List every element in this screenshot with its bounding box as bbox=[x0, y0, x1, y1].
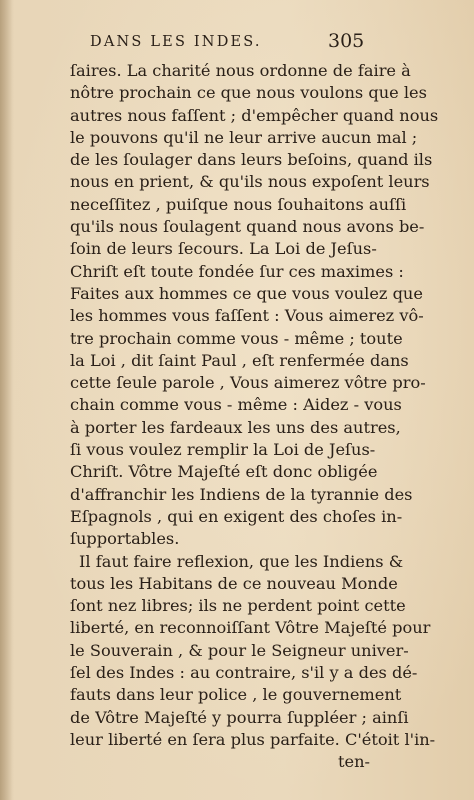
text-line: ſel des Indes : au contraire, s'il y a des dé- bbox=[70, 663, 418, 683]
text-line: ſi vous voulez remplir la Loi de Jeſus- bbox=[70, 440, 376, 460]
header-rule bbox=[58, 58, 368, 59]
text-line: chain comme vous - même : Aidez - vous bbox=[70, 395, 402, 415]
text-line: de les ſoulager dans leurs beſoins, quand ils bbox=[70, 150, 433, 170]
text-line: Chriſt. Vôtre Majeſté eſt donc obligée bbox=[70, 462, 378, 482]
catchword: ten- bbox=[338, 752, 370, 772]
text-line: ſaires. La charité nous ordonne de faire à bbox=[70, 61, 411, 80]
text-line: d'affranchir les Indiens de la tyrannie des bbox=[70, 484, 413, 504]
paragraph-end-line: ſupportables. bbox=[70, 529, 180, 549]
text-line: cette ſeule parole , Vous aimerez vôtre pro- bbox=[70, 373, 426, 393]
text-line: Eſpagnols , qui en exigent des choſes in- bbox=[70, 506, 403, 526]
text-line: leur liberté en ſera plus parfaite. C'étoit l'in- bbox=[70, 729, 436, 749]
text-line: tre prochain comme vous - même ; toute bbox=[70, 328, 403, 348]
page-number: 305 bbox=[328, 30, 365, 52]
text-line: nôtre prochain ce que nous voulons que les bbox=[70, 83, 427, 103]
running-head: DANS LES INDES. bbox=[90, 34, 262, 50]
paragraph-start-line: Il faut faire reflexion, que les Indiens & bbox=[79, 551, 404, 571]
text-line: le Souverain , & pour le Seigneur univer- bbox=[70, 640, 409, 660]
text-line: nous en prient, & qu'ils nous expoſent leurs bbox=[70, 172, 430, 192]
text-line: fauts dans leur police , le gouvernement bbox=[70, 685, 402, 705]
text-line: Faites aux hommes ce que vous voulez que bbox=[70, 283, 423, 303]
text-line: Chriſt eſt toute fondée ſur ces maximes : bbox=[70, 261, 404, 281]
text-line: tous les Habitans de ce nouveau Monde bbox=[70, 573, 398, 593]
text-line: neceſſitez , puiſque nous ſouhaitons auſſi bbox=[70, 194, 407, 214]
text-line: qu'ils nous ſoulagent quand nous avons be- bbox=[70, 217, 425, 237]
text-line: liberté, en reconnoiſſant Vôtre Majeſté pour bbox=[70, 618, 431, 638]
body-text bbox=[70, 60, 439, 774]
text-line: le pouvons qu'il ne leur arrive aucun mal ; bbox=[70, 127, 418, 147]
text-line: ſoin de leurs ſecours. La Loi de Jeſus- bbox=[70, 239, 377, 259]
text-line: les hommes vous faſſent : Vous aimerez vô- bbox=[70, 306, 424, 326]
text-line: autres nous faſſent ; d'empêcher quand nous bbox=[70, 105, 439, 125]
text-line: de Vôtre Majeſté y pourra ſuppléer ; ainſi bbox=[70, 707, 409, 727]
gutter-shadow bbox=[0, 0, 14, 800]
text-line: la Loi , dit ſaint Paul , eſt renfermée dans bbox=[70, 350, 409, 370]
text-line: ſont nez libres; ils ne perdent point cette bbox=[70, 596, 406, 616]
text-line: à porter les fardeaux les uns des autres, bbox=[70, 417, 401, 437]
